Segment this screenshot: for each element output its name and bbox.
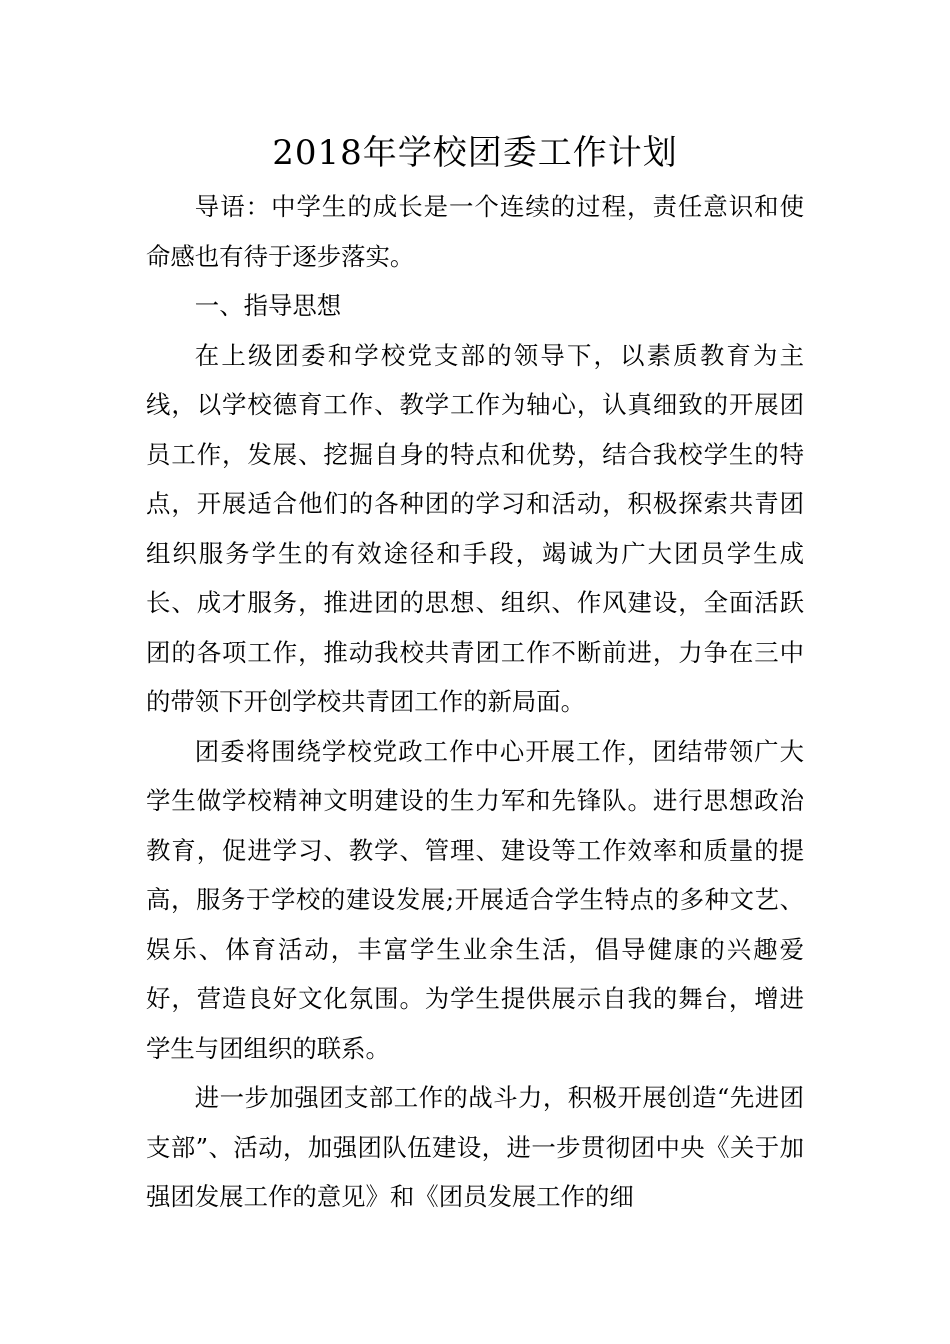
body-paragraph: 团委将围绕学校党政工作中心开展工作，团结带领广大学生做学校精神文明建设的生力军和先锋队。进行思想政治教育，促进学习、教学、管理、建设等工作效率和质量的提高，服务于学校的建设发展;开展适合学生特点的多种文艺、娱乐、体育活动，丰富学生业余生活，倡导健康的兴趣爱好，营造良好文化氛围。为学生提供展示自我的舞台，增进学生与团组织的联系。 <box>146 736 804 1063</box>
document-page <box>146 128 804 1222</box>
body-paragraph: 进一步加强团支部工作的战斗力，积极开展创造“先进团支部”、活动，加强团队伍建设，进一步贯彻团中央《关于加强团发展工作的意见》和《团员发展工作的细 <box>146 1083 804 1211</box>
intro-paragraph: 导语：中学生的成长是一个连续的过程，责任意识和使命感也有待于逐步落实。 <box>146 192 804 271</box>
section-heading-guiding-ideology: 一、指导思想 <box>194 291 342 320</box>
document-title: 2018年学校团委工作计划 <box>272 133 678 173</box>
body-paragraph: 在上级团委和学校党支部的领导下，以素质教育为主线，以学校德育工作、教学工作为轴心，认真细致的开展团员工作，发展、挖掘自身的特点和优势，结合我校学生的特点，开展适合他们的各种团的学习和活动，积极探索共青团组织服务学生的有效途径和手段，竭诚为广大团员学生成长、成才服务，推进团的思想、组织、作风建设，全面活跃团的各项工作，推动我校共青团工作不断前进，力争在三中的带领下开创学校共青团工作的新局面。 <box>146 340 804 716</box>
